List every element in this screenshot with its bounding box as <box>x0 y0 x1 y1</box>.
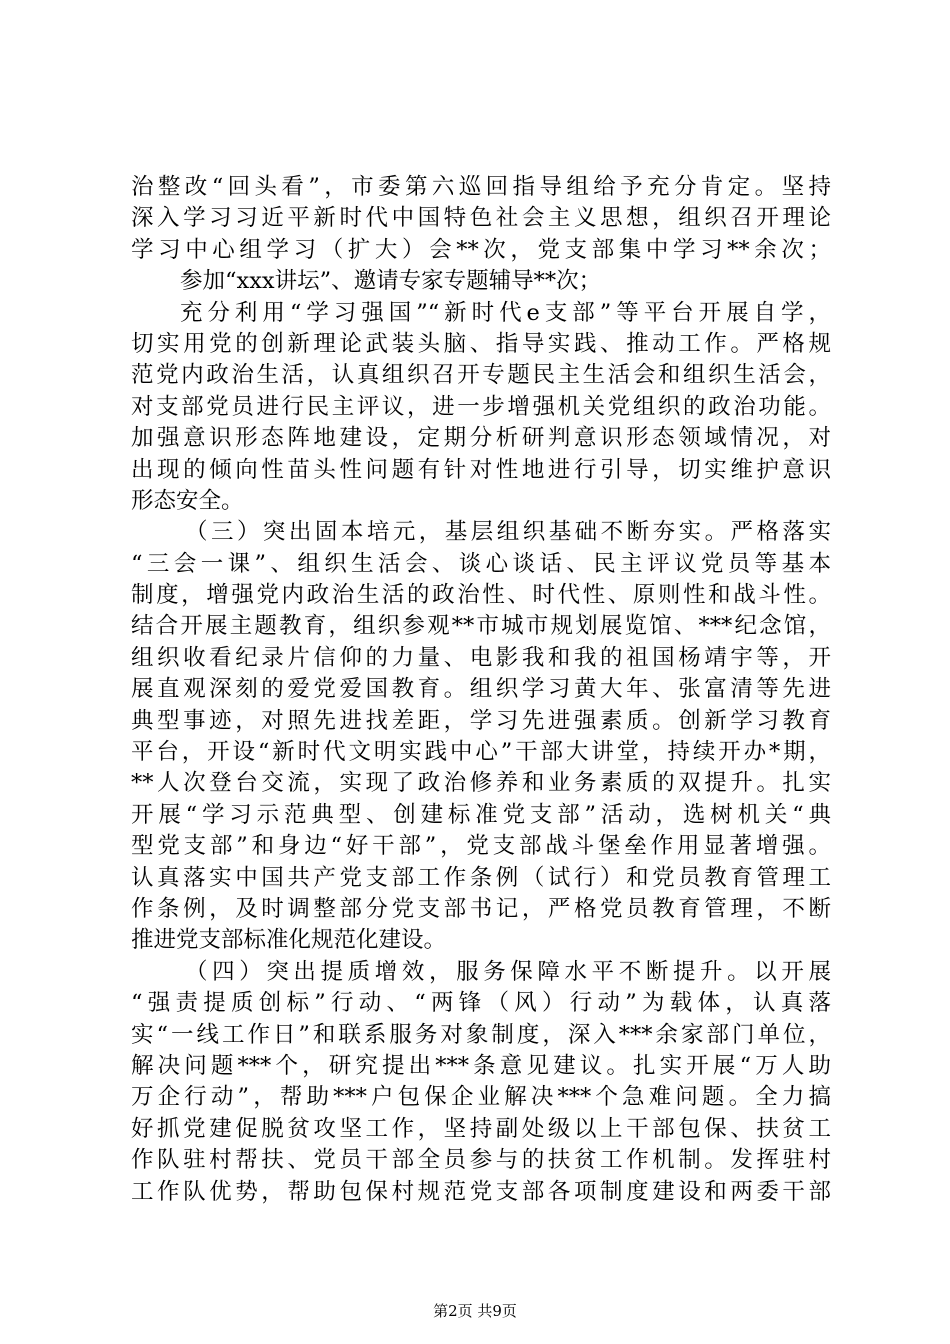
page-footer: 第2页 共9页 <box>433 1302 517 1320</box>
text-line: 万企行动”，帮助***户包保企业解决***个急难问题。全力搞 <box>131 1084 831 1111</box>
text-line: 学习中心组学习（扩大）会**次，党支部集中学习**余次； <box>131 236 831 263</box>
text-line: 解决问题***个，研究提出***条意见建议。扎实开展“万人助 <box>131 1052 831 1079</box>
text-line: 深入学习习近平新时代中国特色社会主义思想，组织召开理论 <box>131 205 831 232</box>
text-line: **人次登台交流，实现了政治修养和业务素质的双提升。扎实 <box>131 770 831 797</box>
text-line: 结合开展主题教育，组织参观**市城市规划展览馆、***纪念馆， <box>131 613 831 640</box>
document-body <box>131 172 831 1208</box>
text-line: （三）突出固本培元，基层组织基础不断夯实。严格落实 <box>185 519 831 546</box>
text-line: 作条例，及时调整部分党支部书记，严格党员教育管理，不断 <box>131 895 831 922</box>
text-line: 形态安全。 <box>131 487 244 514</box>
text-line: 型党支部”和身边“好干部”，党支部战斗堡垒作用显著增强。 <box>131 833 831 860</box>
text-line: （四）突出提质增效，服务保障水平不断提升。以开展 <box>185 958 831 985</box>
text-line: 对支部党员进行民主评议，进一步增强机关党组织的政治功能。 <box>131 393 831 420</box>
text-line: 好抓党建促脱贫攻坚工作，坚持副处级以上干部包保、扶贫工 <box>131 1115 831 1142</box>
text-line: 组织收看纪录片信仰的力量、电影我和我的祖国杨靖宇等，开 <box>131 644 831 671</box>
text-line: 范党内政治生活，认真组织召开专题民主生活会和组织生活会， <box>131 362 831 389</box>
text-line: 充分利用“学习强国”“新时代e支部”等平台开展自学， <box>180 299 831 326</box>
text-line: 推进党支部标准化规范化建设。 <box>131 927 447 954</box>
text-line: 认真落实中国共产党支部工作条例（试行）和党员教育管理工 <box>131 864 831 891</box>
text-line: 制度，增强党内政治生活的政治性、时代性、原则性和战斗性。 <box>131 582 831 609</box>
text-line: 展直观深刻的爱党爱国教育。组织学习黄大年、张富清等先进 <box>131 676 831 703</box>
text-line: 出现的倾向性苗头性问题有针对性地进行引导，切实维护意识 <box>131 456 831 483</box>
text-line: “三会一课”、组织生活会、谈心谈话、民主评议党员等基本 <box>131 550 831 577</box>
text-line: “强责提质创标”行动、“两锋（风）行动”为载体，认真落 <box>131 990 831 1017</box>
text-line: 实“一线工作日”和联系服务对象制度，深入***余家部门单位， <box>131 1021 831 1048</box>
text-line: 平台，开设“新时代文明实践中心”干部大讲堂，持续开办*期， <box>131 739 831 766</box>
text-line: 作队驻村帮扶、党员干部全员参与的扶贫工作机制。发挥驻村 <box>131 1147 831 1174</box>
text-line: 工作队优势，帮助包保村规范党支部各项制度建设和两委干部 <box>131 1178 831 1205</box>
text-line: 开展“学习示范典型、创建标准党支部”活动，选树机关“典 <box>131 801 831 828</box>
text-line: 加强意识形态阵地建设，定期分析研判意识形态领域情况，对 <box>131 425 831 452</box>
text-line: 典型事迹，对照先进找差距，学习先进强素质。创新学习教育 <box>131 707 831 734</box>
text-line: 参加“xxx讲坛”、邀请专家专题辅导**次； <box>180 268 602 295</box>
text-line: 切实用党的创新理论武装头脑、指导实践、推动工作。严格规 <box>131 330 831 357</box>
text-line: 治整改“回头看”，市委第六巡回指导组给予充分肯定。坚持 <box>131 174 831 200</box>
